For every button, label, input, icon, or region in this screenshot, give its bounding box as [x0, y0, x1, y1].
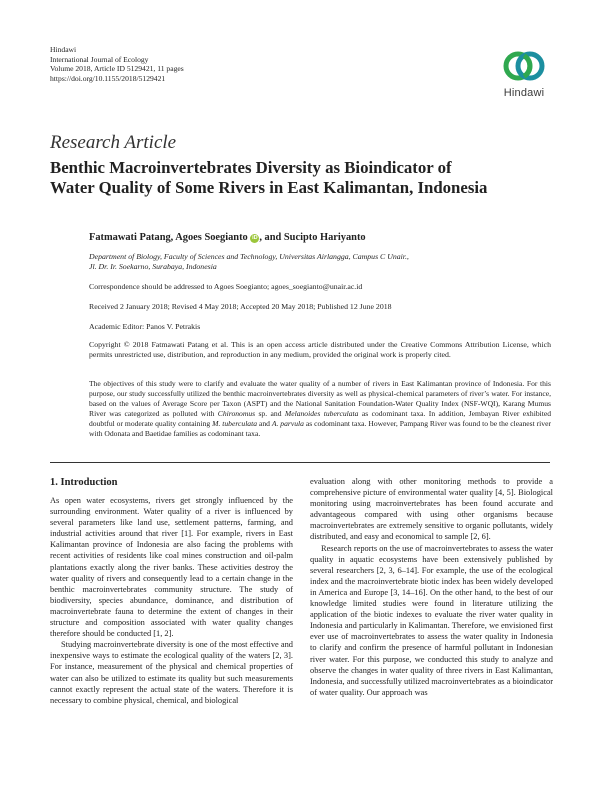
species-a-parvula: A. parvula — [271, 419, 304, 429]
title-line-2: Water Quality of Some Rivers in East Kalimantan, Indonesia — [50, 178, 488, 197]
journal-meta — [50, 45, 184, 83]
abstract-text-2: sp. and — [255, 409, 285, 419]
intro-paragraph-4: Research reports on the use of macroinvertebrates to assess the water quality in aquatic ecosystems have been extensively published by several researchers [2, 3, 6–14]. For example, the use of the ecological index and the macroinvertebrate biotic index has been widely developed in America and Europe [3, 14–16]. On the other hand, to the best of our knowledge limited studies were found in literature utilizing the application of the biotic indexes to evaluate the river water quality in Indonesia and particularly in Kalimantan. Therefore, we envisioned first ever use of macroinvertebrates to assess the water quality in Indonesia to clarify and confirm the presence of harmful pollutant in Indonesian river water. For this purpose, we conducted this study to analyze and observe the changes in water quality of three rivers in East Kalimantan, Indonesia, and successfully utilized macroinvertebrates as a bioindicator of water quality. Our approach was — [310, 543, 553, 697]
introduction-heading: 1. Introduction — [50, 477, 118, 488]
orcid-icon[interactable]: iD — [252, 235, 258, 241]
academic-editor: Academic Editor: Panos V. Petrakis — [89, 322, 201, 331]
species-melanoides: Melanoides tuberculata — [284, 409, 359, 419]
abstract-text-3: as codominant taxa. In addition, Jembayan River exhibited doubtful or moderate quality containing — [89, 409, 552, 429]
body-column-right — [310, 476, 553, 698]
correspondence: Correspondence should be addressed to Agoes Soegianto; agoes_soegianto@unair.ac.id — [89, 282, 363, 291]
hindawi-logo-icon — [502, 46, 546, 86]
publisher-name: Hindawi — [50, 45, 77, 54]
hindawi-logo — [494, 46, 554, 104]
affiliation-line-2: Jl. Dr. Ir. Soekarno, Surabaya, Indonesia — [89, 262, 217, 271]
hindawi-logo-text: Hindawi — [503, 87, 545, 99]
authors-part-1: Fatmawati Patang, Agoes Soegianto — [89, 232, 248, 243]
abstract-text-5: as codominant taxa. However, Pampang River was found to be the cleanest river with Odonata and Baetidae families as codominant taxa. — [89, 419, 551, 439]
copyright-notice: Copyright © 2018 Fatmawati Patang et al. This is an open access article distributed under the Creative Commons Attribution License, which permits unrestricted use, distribution, and reproduction in any medium, provided the original work is properly cited. — [89, 340, 551, 359]
title-line-1: Benthic Macroinvertebrates Diversity as Bioindicator of — [50, 158, 452, 177]
doi-link[interactable]: https://doi.org/10.1155/2018/5129421 — [50, 73, 166, 83]
journal-name: International Journal of Ecology — [50, 54, 149, 64]
affiliation-line-1: Department of Biology, Faculty of Sciences and Technology, Universitas Airlangga, Campus C Unair., — [89, 252, 409, 261]
authors-part-2: , and Sucipto Hariyanto — [259, 232, 366, 243]
abstract-text-1: The objectives of this study were to clarify and evaluate the water quality of a number of rivers in East Kalimantan province of Indonesia. For this purpose, our study successfully utilized the benthic macroinvertebrates diversity as well as physical-chemical parameters of river’s water. For instance, based on the values of Average Score per Taxon (ASPT) and the National Sanitation Foundation-Water Quality Index (NSF-WQI), Karang Mumus River was categorized as polluted with — [89, 379, 551, 419]
section-divider — [50, 462, 550, 463]
intro-paragraph-2: Studying macroinvertebrate diversity is one of the most effective and inexpensive ways to estimate the ecological quality of the waters [2, 3]. For instance, measurement of the physical and chemical properties of water can also be utilized to estimate its quality but such measurements cannot exactly represent the actual state of the waters. Therefore it is necessary to combine physical, chemical, and biological — [50, 640, 293, 705]
author-list — [89, 233, 551, 243]
intro-paragraph-3: evaluation along with other monitoring methods to provide a comprehensive picture of environmental water quality [4, 5]. Biological monitoring using macroinvertebrates has been found accurate and advantageous compared with using other organisms because macroinvertebrates are extremely sensitive to organic pollutants, widely distributed, and easy and economical to sample [2, 6]. — [310, 477, 553, 542]
article-title — [50, 158, 550, 198]
abstract — [89, 379, 551, 440]
article-type: Research Article — [50, 132, 177, 153]
intro-paragraph-1: As open water ecosystems, rivers get strongly influenced by the surrounding environment. Water quality of a river is influenced by several parameters like land use, settlement patterns, farming, and industrial activities around that river [1]. For example, rivers in East Kalimantan province of Indonesia are also facing the problems with recent activities of residents like coal mines construction and oil-palm plantations exactly along the river banks. These activities destroy the water quality of rivers and consequently lead to a certain change in the benthic macroinvertebrates community structure. The study of biodiversity, species abundance, dominance, and distribution of macroinvertebrate fauna to determine the extent of changes in their structure and composition associated with water quality changes therefore should be conducted [1, 2]. — [50, 496, 293, 639]
publication-dates: Received 2 January 2018; Revised 4 May 2018; Accepted 20 May 2018; Published 12 June 2018 — [89, 302, 392, 311]
affiliation — [89, 252, 551, 272]
abstract-text-4: and — [257, 419, 272, 429]
species-chironomus: Chironomus — [217, 409, 256, 419]
species-m-tuberculata: M. tuberculata — [212, 419, 258, 429]
body-column-left — [50, 476, 293, 706]
volume-info: Volume 2018, Article ID 5129421, 11 pages — [50, 64, 184, 74]
